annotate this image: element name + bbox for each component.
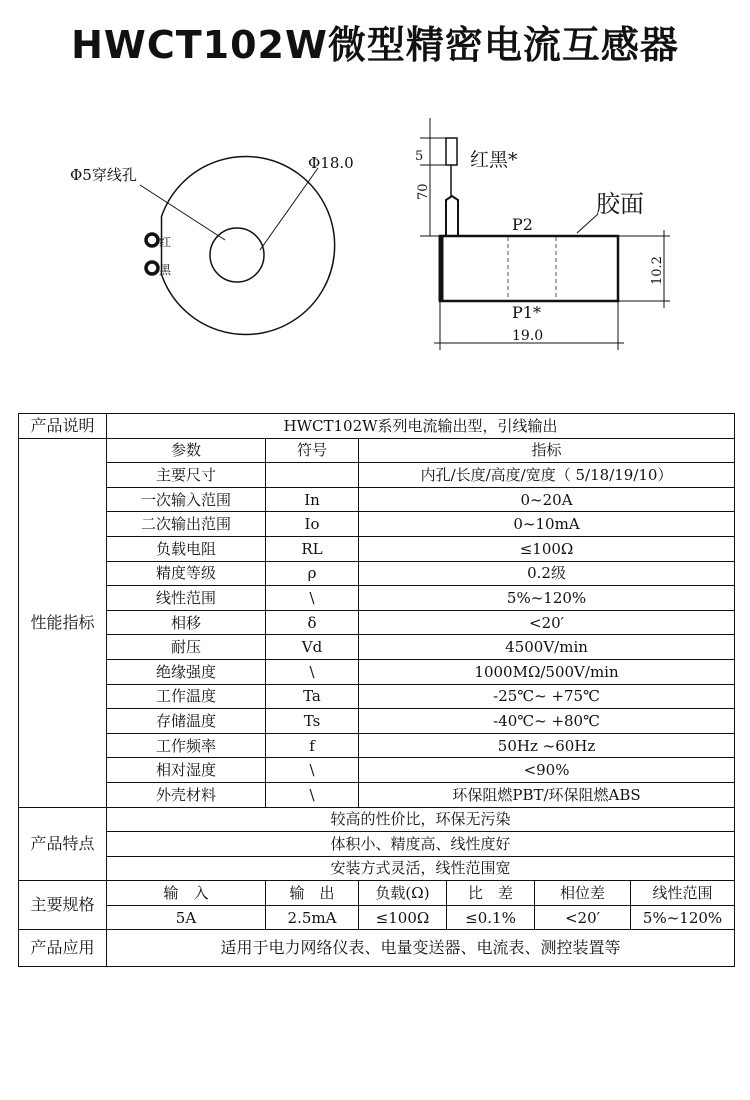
table-row: [19, 782, 735, 807]
param-value: 50Hz ~60Hz: [359, 733, 735, 758]
param-value: ≤100Ω: [359, 536, 735, 561]
param-value: 4500V/min: [359, 635, 735, 660]
table-row: [19, 733, 735, 758]
param-value: -40℃~ +80℃: [359, 709, 735, 734]
table-row: [19, 561, 735, 586]
param-name: 工作温度: [107, 684, 266, 709]
p2-label: P2: [512, 215, 533, 234]
spec-value-ratio-error: ≤0.1%: [447, 905, 535, 930]
param-value: 0~20A: [359, 487, 735, 512]
p1-label: P1*: [512, 303, 541, 322]
table-row: [19, 807, 735, 832]
hole-leader-line: [140, 185, 225, 240]
feature-item: 较高的性价比，环保无污染: [107, 807, 735, 832]
spec-header-output: 输 出: [266, 881, 359, 906]
param-name: 耐压: [107, 635, 266, 660]
front-view: [70, 154, 354, 335]
param-symbol: δ: [266, 610, 359, 635]
param-symbol: \: [266, 659, 359, 684]
description-text: HWCT102W系列电流输出型，引线输出: [107, 414, 735, 439]
table-row: [19, 487, 735, 512]
table-row: [19, 856, 735, 881]
param-value: 1000MΩ/500V/min: [359, 659, 735, 684]
param-value: -25℃~ +75℃: [359, 684, 735, 709]
table-row: [19, 905, 735, 930]
param-name: 外壳材料: [107, 782, 266, 807]
table-row: [19, 635, 735, 660]
wire-black-label: 黑: [159, 263, 172, 277]
application-text: 适用于电力网络仪表、电量变送器、电流表、测控装置等: [107, 930, 735, 967]
hole-label: Φ5穿线孔: [70, 166, 137, 184]
param-value: 5%~120%: [359, 586, 735, 611]
ring-outline: [162, 157, 335, 335]
table-row: [19, 758, 735, 783]
param-value: <20′: [359, 610, 735, 635]
spec-header-input: 输 入: [107, 881, 266, 906]
param-name: 存储温度: [107, 709, 266, 734]
dim-70-label: 70: [416, 183, 431, 200]
spec-table: [18, 413, 735, 967]
spec-value-phase: <20′: [535, 905, 631, 930]
feature-item: 安装方式灵活，线性范围宽: [107, 856, 735, 881]
param-name: 绝缘强度: [107, 659, 266, 684]
param-symbol: \: [266, 758, 359, 783]
dim-height-label: 10.2: [650, 256, 665, 285]
table-row: [19, 659, 735, 684]
header-symbol: 符号: [266, 438, 359, 463]
table-row: [19, 512, 735, 537]
spec-header-linear: 线性范围: [631, 881, 735, 906]
diameter-label: Φ18.0: [308, 154, 354, 172]
param-name: 精度等级: [107, 561, 266, 586]
table-row: [19, 536, 735, 561]
glue-label: 胶面: [596, 190, 644, 218]
side-view: [415, 118, 670, 350]
param-value: <90%: [359, 758, 735, 783]
header-param: 参数: [107, 438, 266, 463]
section-features: 产品特点: [19, 807, 107, 881]
param-symbol: ρ: [266, 561, 359, 586]
param-symbol: In: [266, 487, 359, 512]
spec-value-output: 2.5mA: [266, 905, 359, 930]
section-performance: 性能指标: [19, 438, 107, 807]
param-name: 相对湿度: [107, 758, 266, 783]
param-symbol: \: [266, 586, 359, 611]
param-value: 0~10mA: [359, 512, 735, 537]
spec-header-load: 负载(Ω): [359, 881, 447, 906]
glue-leader-line: [577, 214, 598, 233]
param-symbol: RL: [266, 536, 359, 561]
spec-value-load: ≤100Ω: [359, 905, 447, 930]
dim-width-label: 19.0: [512, 328, 544, 344]
param-symbol: Vd: [266, 635, 359, 660]
param-value: 环保阻燃PBT/环保阻燃ABS: [359, 782, 735, 807]
table-row: [19, 463, 735, 488]
section-description: 产品说明: [19, 414, 107, 439]
spec-value-input: 5A: [107, 905, 266, 930]
param-name: 工作频率: [107, 733, 266, 758]
table-row: [19, 709, 735, 734]
table-row: [19, 414, 735, 439]
table-row: [19, 610, 735, 635]
param-name: 线性范围: [107, 586, 266, 611]
spec-header-ratio-error: 比 差: [447, 881, 535, 906]
feature-item: 体积小、精度高、线性度好: [107, 832, 735, 857]
param-symbol: Ta: [266, 684, 359, 709]
table-row: [19, 586, 735, 611]
spec-header-phase: 相位差: [535, 881, 631, 906]
lead-label: 红黑*: [470, 149, 518, 171]
param-name: 相移: [107, 610, 266, 635]
table-row: [19, 684, 735, 709]
dimension-drawing: [0, 0, 750, 400]
table-header-row: [19, 438, 735, 463]
param-symbol: f: [266, 733, 359, 758]
param-symbol: \: [266, 782, 359, 807]
spec-value-linear: 5%~120%: [631, 905, 735, 930]
param-symbol: Io: [266, 512, 359, 537]
wire-black-dot: [146, 262, 158, 274]
wire-red-label: 红: [159, 235, 172, 249]
table-row: [19, 881, 735, 906]
section-main-spec: 主要规格: [19, 881, 107, 930]
section-application: 产品应用: [19, 930, 107, 967]
diameter-leader-line: [260, 168, 318, 250]
param-symbol: [266, 463, 359, 488]
param-symbol: Ts: [266, 709, 359, 734]
lead-wire: [446, 196, 458, 236]
page-title: HWCT102W微型精密电流互感器: [71, 23, 679, 67]
table-row: [19, 832, 735, 857]
param-name: 主要尺寸: [107, 463, 266, 488]
param-value: 0.2级: [359, 561, 735, 586]
param-name: 负载电阻: [107, 536, 266, 561]
param-value: 内孔/长度/高度/宽度（ 5/18/19/10）: [359, 463, 735, 488]
param-name: 一次输入范围: [107, 487, 266, 512]
dim-5-label: 5: [415, 149, 424, 164]
wire-red-dot: [146, 234, 158, 246]
lead-tip: [446, 138, 457, 165]
param-name: 二次输出范围: [107, 512, 266, 537]
header-indicator: 指标: [359, 438, 735, 463]
table-row: [19, 930, 735, 967]
side-body: [440, 236, 618, 301]
